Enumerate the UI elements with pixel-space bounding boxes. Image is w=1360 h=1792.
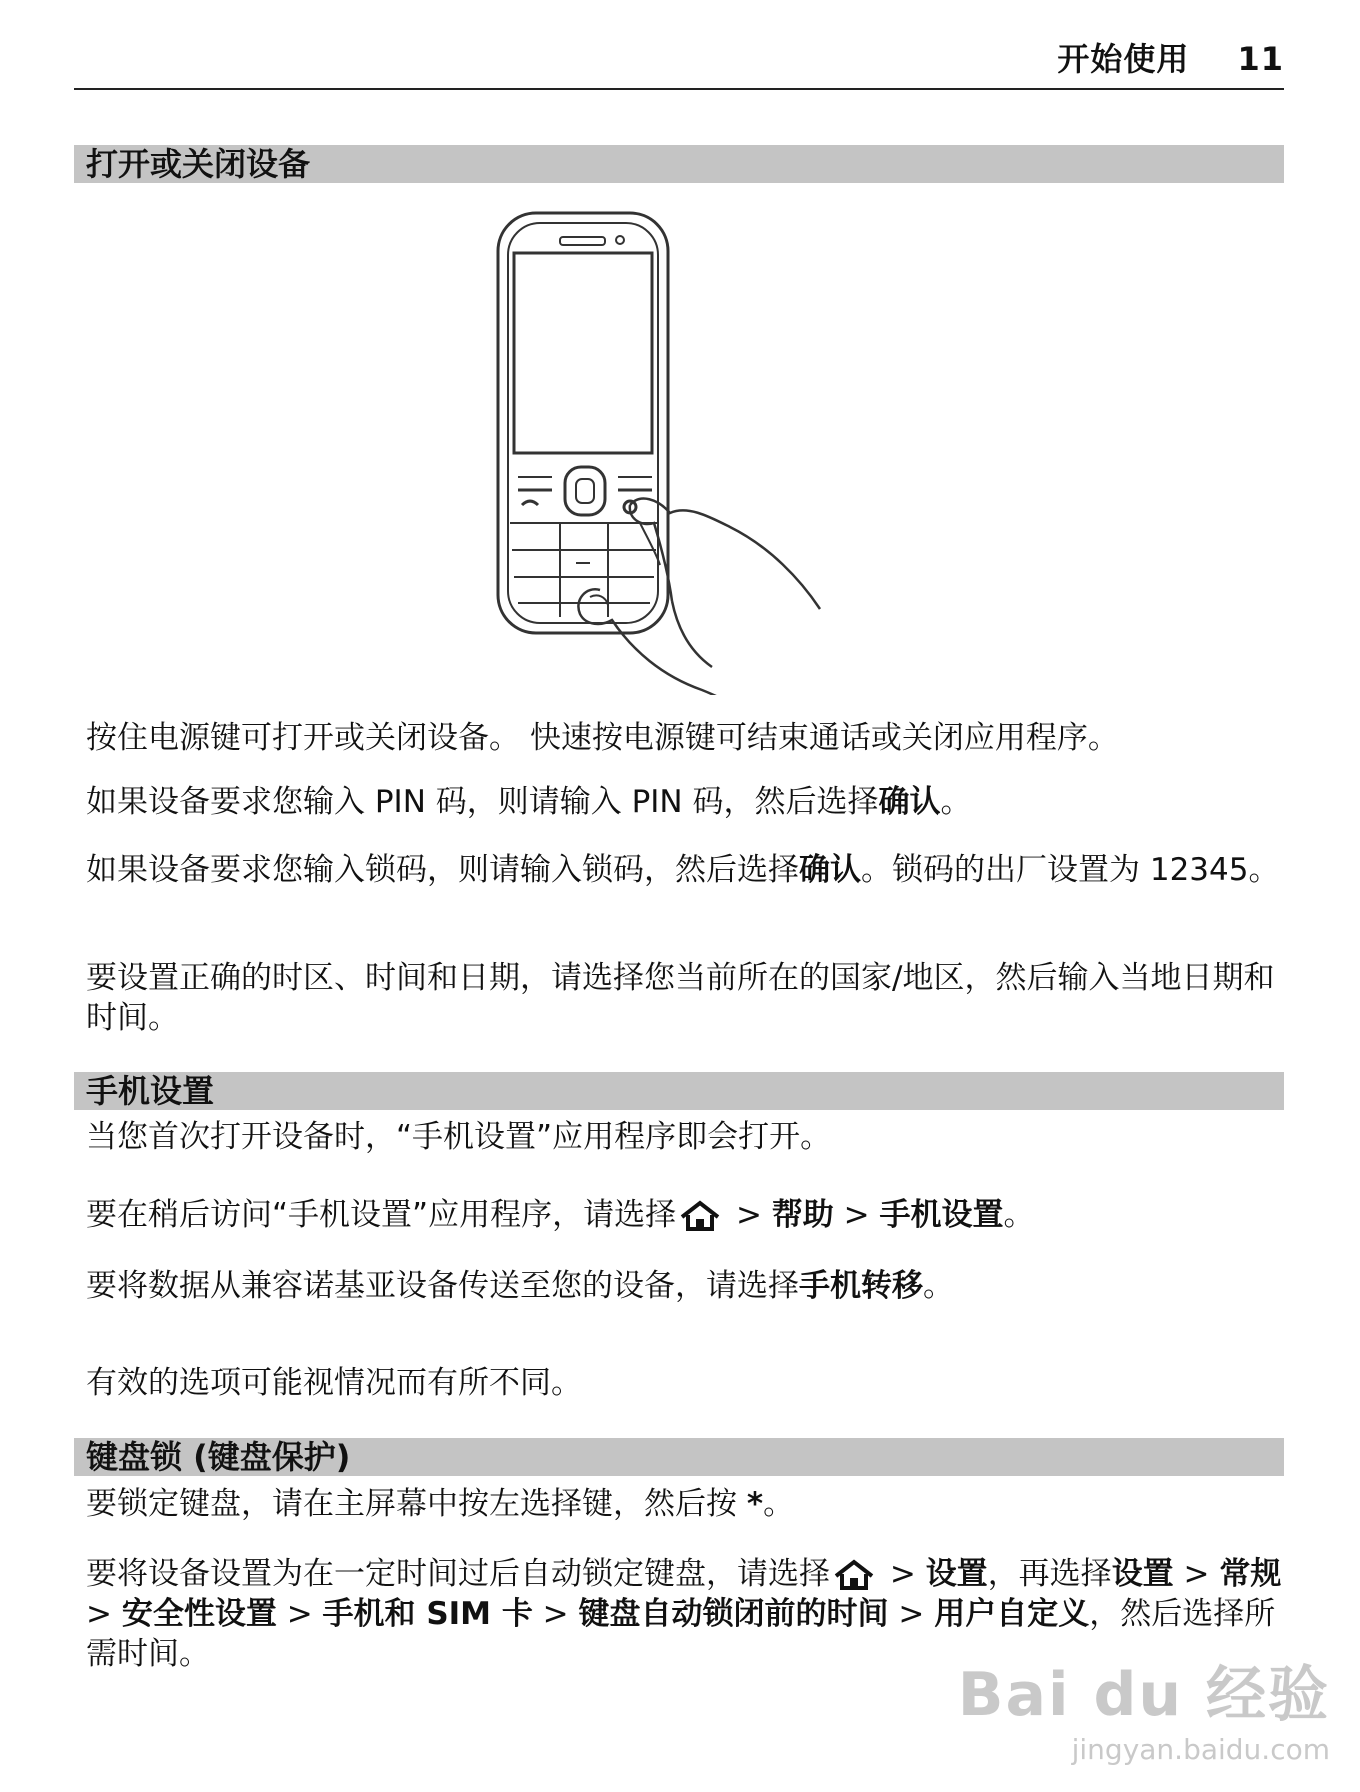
paragraph-transfer (86, 1266, 1286, 1306)
separator: > (1173, 1556, 1220, 1592)
section-heading-keylock: 键盘锁 (键盘保护) (74, 1438, 1284, 1476)
phone-setup-label: 手机设置 (879, 1197, 1004, 1233)
page-header (74, 40, 1284, 90)
star-key: * (746, 1486, 764, 1522)
home-icon (832, 1558, 876, 1592)
separator: > (833, 1197, 880, 1233)
paragraph-options-vary: 有效的选项可能视情况而有所不同。 (86, 1365, 582, 1401)
security-settings-label: 安全性设置 (121, 1596, 277, 1632)
help-label: 帮助 (771, 1197, 834, 1233)
text: 。锁码的出厂设置为 12345。 (861, 852, 1280, 888)
confirm-label: 确认 (878, 784, 941, 820)
separator: > (532, 1596, 579, 1632)
text: 如果设备要求您输入锁码，则请输入锁码，然后选择 (86, 852, 799, 888)
separator: > (880, 1556, 926, 1592)
autolock-period-label: 键盘自动锁闭前的时间 (578, 1596, 889, 1632)
separator: > (86, 1596, 122, 1632)
general-label: 常规 (1219, 1556, 1282, 1592)
confirm-label: 确认 (799, 852, 861, 888)
text: ，然后选择所需时间。 (86, 1596, 1276, 1672)
phone-sim-label: 手机和 SIM 卡 (322, 1596, 533, 1632)
text: 。 (763, 1486, 795, 1522)
text: 。 (1003, 1197, 1035, 1233)
text: 要锁定键盘，请在主屏幕中按左选择键，然后按 (86, 1486, 747, 1522)
paragraph-lock-keypad (86, 1484, 1286, 1524)
text: 要将数据从兼容诺基亚设备传送至您的设备，请选择 (86, 1268, 799, 1304)
page-number: 11 (1237, 40, 1284, 78)
text: 如果设备要求您输入 PIN 码，则请输入 PIN 码，然后选择 (86, 784, 879, 820)
section-heading-power: 打开或关闭设备 (74, 145, 1284, 183)
text: 。 (940, 784, 972, 820)
paragraph-pin (86, 782, 1286, 822)
paragraph-power-key: 按住电源键可打开或关闭设备。 快速按电源键可结束通话或关闭应用程序。 (86, 720, 1119, 756)
separator: > (726, 1197, 772, 1233)
header-title (1057, 34, 1284, 80)
separator: > (276, 1596, 323, 1632)
phone-transfer-label: 手机转移 (799, 1268, 923, 1304)
section-heading-phone-setup: 手机设置 (74, 1072, 1284, 1110)
paragraph-time-zone: 要设置正确的时区、时间和日期，请选择您当前所在的国家/地区，然后输入当地日期和时间。 (86, 960, 1275, 1036)
user-defined-label: 用户自定义 (934, 1596, 1090, 1632)
text: ，再选择 (987, 1556, 1112, 1592)
separator: > (888, 1596, 935, 1632)
text: 要将设备设置为在一定时间过后自动锁定键盘，请选择 (86, 1556, 830, 1592)
phone-hand-illustration (480, 205, 880, 695)
watermark-url: jingyan.baidu.com (1071, 1733, 1330, 1766)
chapter-title: 开始使用 (1057, 40, 1190, 78)
watermark (958, 1647, 1330, 1766)
text: 要在稍后访问“手机设置”应用程序，请选择 (86, 1197, 677, 1233)
paragraph-access-setup (86, 1195, 1286, 1235)
home-icon (678, 1199, 722, 1233)
watermark-logo: Bai du 经验 (957, 1660, 1330, 1730)
text: 。 (923, 1268, 954, 1304)
settings-label: 设置 (925, 1556, 988, 1592)
settings-label: 设置 (1111, 1556, 1174, 1592)
paragraph-first-open: 当您首次打开设备时，“手机设置”应用程序即会打开。 (86, 1119, 832, 1155)
paragraph-lock-code (86, 850, 1286, 890)
